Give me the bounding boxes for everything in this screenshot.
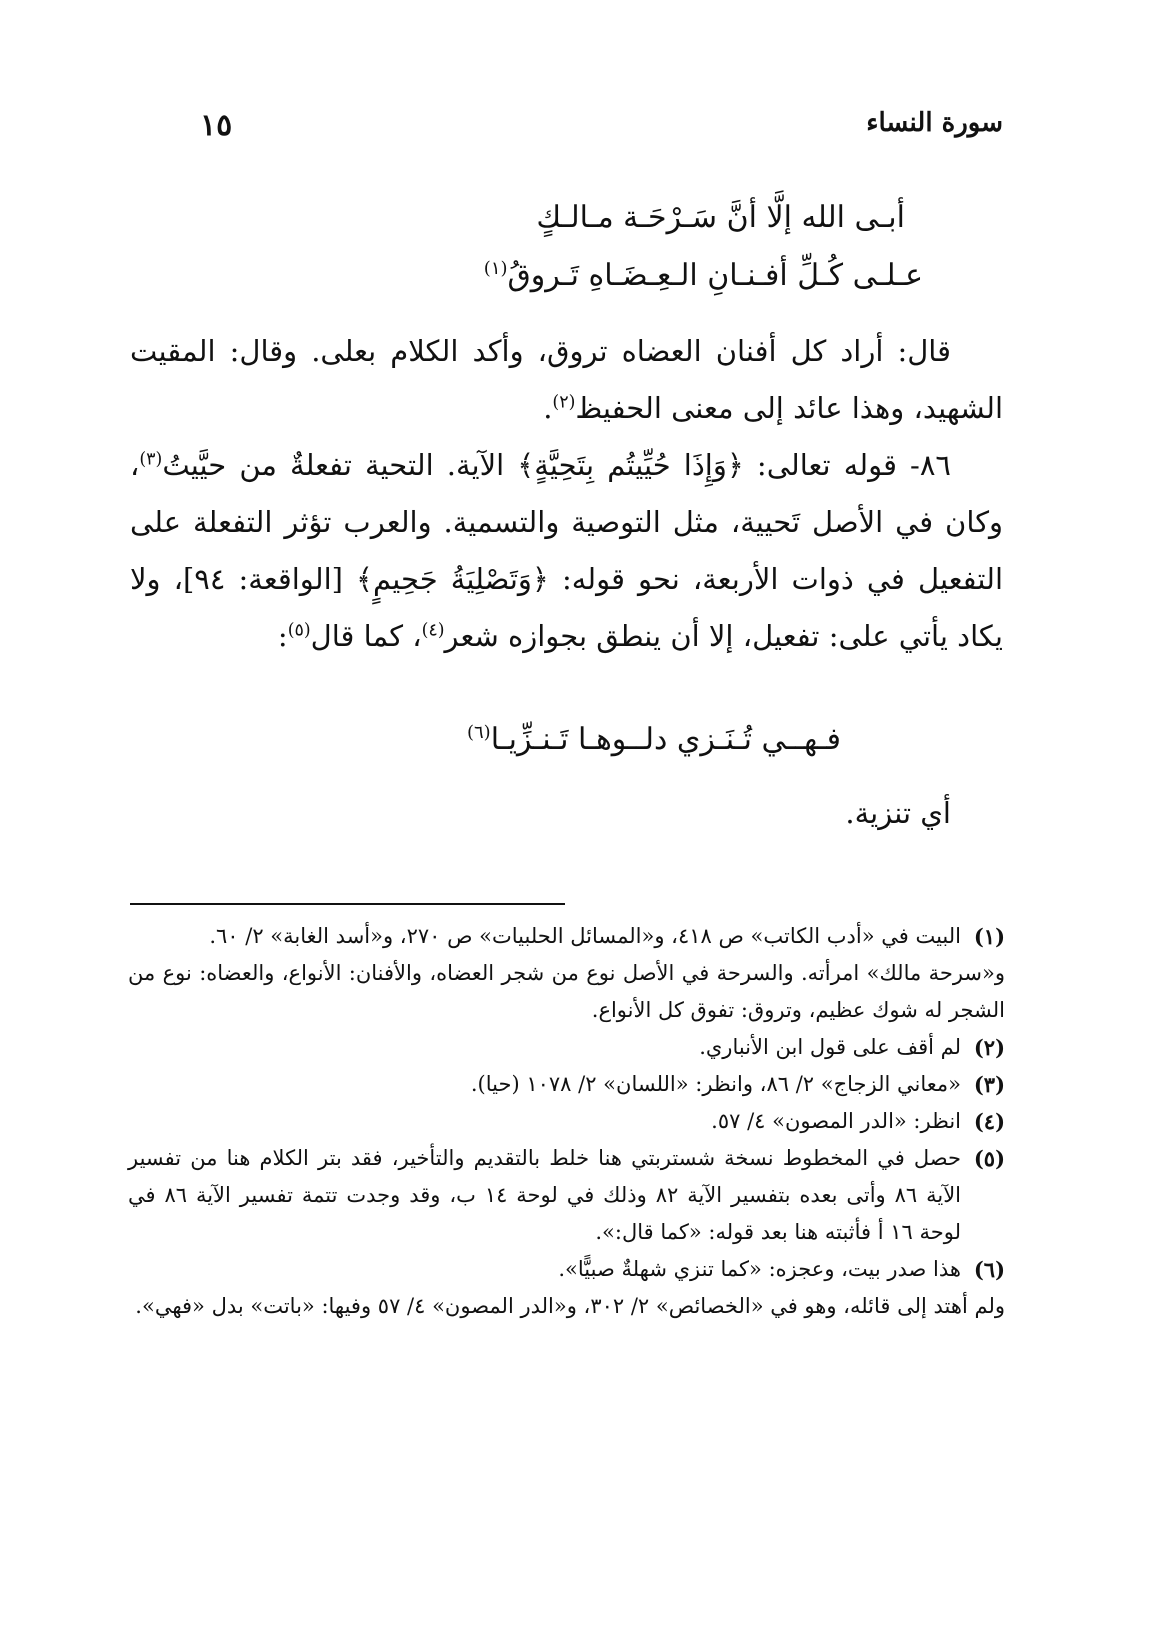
- paragraph-2: [130, 437, 1003, 665]
- footnote-5-text: حصل في المخطوط نسخة شستربتي هنا خلط بالتقديم والتأخير، فقد بتر الكلام هنا من تفسير الآية ٨٦ وأتى بعده بتفسير الآية ٨٢ وذلك في لوحة ١٤ ب، وقد وجدت تتمة تفسير الآية ٨٦ في لوحة ١٦ أ فأثبته هنا بعد قوله: «كما قال:».: [128, 1146, 962, 1244]
- footnote-ref-1: (١): [483, 258, 508, 279]
- paragraph-1: [130, 323, 1003, 437]
- verse-line-2: [484, 258, 923, 293]
- surah-title: سورة النساء: [866, 108, 1003, 138]
- verse-line-3: [467, 722, 841, 757]
- footnote-ref-6: (٦): [466, 722, 491, 743]
- footnote-divider: [130, 903, 565, 905]
- footnote-4-number: (٤): [973, 1109, 1005, 1134]
- page-number: ١٥: [200, 108, 233, 143]
- footnote-1: [128, 918, 1005, 955]
- footnote-2-text: لم أقف على قول ابن الأنباري.: [699, 1035, 961, 1059]
- verse-line-1: [536, 200, 905, 235]
- footnote-6: [128, 1251, 1005, 1288]
- footnote-4-text: انظر: «الدر المصون» ٤/ ٥٧.: [711, 1109, 961, 1133]
- footnote-1-continuation: و«سرحة مالك» امرأته. والسرحة في الأصل نوع من شجر العضاه، والأفنان: الأنواع، والعضاه: نوع من الشجر له شوك عظيم، وتروق: تفوق كل الأنواع.: [128, 961, 1005, 1022]
- paragraph-1-text: قال: أراد كل أفنان العضاه تروق، وأكد الكلام بعلى. وقال: المقيت الشهيد، وهذا عائد إلى معنى الحفيظ: [130, 334, 1003, 425]
- footnote-ref-3: (٣): [139, 449, 163, 470]
- paragraph-2-text-b: ، وكان في الأصل تَحيية، مثل التوصية والتسمية. والعرب تؤثر التفعلة على التفعيل في ذوات الأربعة، نحو قوله: ﴿وَتَصْلِيَةُ جَحِيمٍ﴾ [الواقعة: ٩٤]، ولا يكاد يأتي على: تفعيل، إلا أن ينطق بجوازه شعر: [130, 448, 1004, 653]
- footnote-3-number: (٣): [973, 1072, 1005, 1097]
- footnote-ref-2: (٢): [552, 392, 576, 413]
- footnote-5: [128, 1140, 1005, 1251]
- footnote-6-continuation: ولم أهتد إلى قائله، وهو في «الخصائص» ٢/ ٣٠٢، و«الدر المصون» ٤/ ٥٧ وفيها: «باتت» بدل «فهي».: [135, 1294, 1005, 1318]
- footnote-5-number: (٥): [973, 1146, 1005, 1171]
- footnote-2: [128, 1029, 1005, 1066]
- closing-text: أي تنزية.: [845, 796, 951, 830]
- paragraph-1-end: .: [543, 391, 553, 425]
- footnote-2-number: (٢): [973, 1035, 1005, 1060]
- footnote-1-text: البيت في «أدب الكاتب» ص ٤١٨، و«المسائل الحلبيات» ص ٢٧٠، و«أسد الغابة» ٢/ ٦٠.: [209, 924, 961, 948]
- footnote-6-number: (٦): [973, 1257, 1005, 1282]
- paragraph-2-text-c: ، كما قال: [310, 619, 422, 653]
- verse-line-3-text: فـهــي تُـنَـزي دلــوهـا تَـنـزِّيـا: [490, 722, 841, 757]
- footnote-4: [128, 1103, 1005, 1140]
- footnote-3: [128, 1066, 1005, 1103]
- footnote-3-text: «معاني الزجاج» ٢/ ٨٦، وانظر: «اللسان» ٢/ ١٠٧٨ (حيا).: [470, 1072, 961, 1096]
- verse-line-2-text: عـلـى كُـلِّ أفـنـانِ الـعِـضَـاهِ تَـروقُ: [507, 258, 923, 293]
- page-header: [130, 108, 1003, 158]
- verse-line-1-text: أبـى الله إلَّا أنَّ سَـرْحَـة مـالـكٍ: [536, 200, 905, 235]
- footnote-6-text: هذا صدر بيت، وعجزه: «كما تنزي شهلةٌ صبيًّا».: [558, 1257, 961, 1281]
- footnotes: [128, 918, 1005, 1325]
- paragraph-2-text-a: ٨٦- قوله تعالى: ﴿وَإِذَا حُيِّيتُم بِتَحِيَّةٍ﴾ الآية. التحية تفعلةٌ من حيَّيتُ: [162, 448, 951, 482]
- footnote-ref-4: (٤): [421, 620, 445, 641]
- paragraph-2-text-d: :: [277, 619, 288, 653]
- footnote-ref-5: (٥): [287, 620, 311, 641]
- main-text: [130, 323, 1003, 665]
- closing-paragraph: [130, 785, 1003, 842]
- footnote-1-number: (١): [973, 924, 1005, 949]
